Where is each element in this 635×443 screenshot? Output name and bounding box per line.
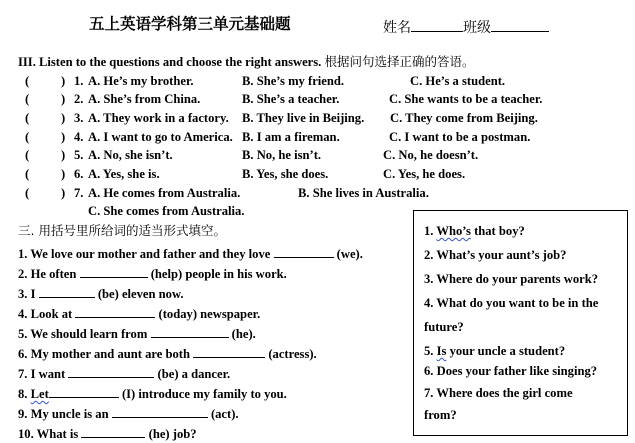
option-c: C. No, he doesn’t. xyxy=(383,148,479,162)
fill-item-text: 5. We should learn from xyxy=(18,327,148,341)
option-a: A. Yes, she is. xyxy=(88,167,160,181)
box-question-text: from? xyxy=(424,408,457,422)
box-question xyxy=(424,387,573,400)
box-question xyxy=(424,273,598,286)
fill-item-hint: (I) introduce my family to you. xyxy=(121,387,287,401)
fill-item xyxy=(18,305,260,321)
option-b: B. She’s a teacher. xyxy=(242,92,340,106)
option-b: B. She lives in Australia. xyxy=(298,186,429,200)
option-b: B. They live in Beijing. xyxy=(242,111,365,125)
fill-item-hint: (act). xyxy=(210,407,239,421)
fill-item-hint: (actress). xyxy=(268,347,317,361)
box-question-text: What do you want to be in the xyxy=(436,296,599,310)
question-number: 4. xyxy=(74,130,84,144)
fill-item xyxy=(18,285,184,301)
section3-heading-cn: 根据问句选择正确的答语。 xyxy=(324,54,475,69)
answer-blank[interactable] xyxy=(34,187,58,200)
fill-blank[interactable] xyxy=(80,265,148,278)
option-b: B. Yes, she does. xyxy=(242,167,329,181)
fill-item-text: 6. My mother and aunt are both xyxy=(18,347,191,361)
fill-blank[interactable] xyxy=(68,365,154,378)
answer-blank[interactable] xyxy=(34,131,58,144)
option-a: A. No, she isn’t. xyxy=(88,148,173,162)
name-class-fields xyxy=(383,19,549,35)
fill-item xyxy=(18,365,230,381)
fill-item-hint: (we). xyxy=(336,247,363,261)
box-question-number: 3. xyxy=(424,272,434,286)
fill-item-hint: (today) newspaper. xyxy=(158,307,261,321)
fill-blank[interactable] xyxy=(39,285,95,298)
box-question-number: 5. xyxy=(424,344,434,358)
box-question xyxy=(424,321,464,334)
box-question-text: Where does the girl come xyxy=(436,386,573,400)
box-question xyxy=(424,249,566,262)
box-question-word: Is xyxy=(436,344,447,358)
fill-item xyxy=(18,385,287,401)
box-question-text: What’s your aunt’s job? xyxy=(436,248,567,262)
box-question-text: your uncle a student? xyxy=(449,344,566,358)
box-question xyxy=(424,409,457,422)
section3-heading xyxy=(18,56,475,69)
answer-paren-open: ( xyxy=(25,92,30,106)
option-c: C. He’s a student. xyxy=(410,74,506,88)
fill-item-text: 8. xyxy=(18,387,28,401)
fill-item-text: 10. What is xyxy=(18,427,79,441)
question-number: 6. xyxy=(74,167,84,181)
option-c: C. They come from Beijing. xyxy=(390,111,538,125)
fill-blank[interactable] xyxy=(49,385,119,398)
page-title: 五上英语学科第三单元基础题 xyxy=(89,15,291,33)
answer-paren-open: ( xyxy=(25,186,30,200)
answer-blank[interactable] xyxy=(34,168,58,181)
name-blank[interactable] xyxy=(411,19,463,32)
box-question-word: Who’s xyxy=(436,224,471,238)
option-b: B. I am a fireman. xyxy=(242,130,340,144)
box-question-number: 4. xyxy=(424,296,434,310)
answer-paren-close: ) xyxy=(61,186,66,200)
fill-item xyxy=(18,265,287,281)
fill-blank[interactable] xyxy=(193,345,265,358)
fill-item-word: Let xyxy=(30,387,49,401)
fill-item xyxy=(18,325,256,341)
fill-item-text: 1. We love our mother and father and they love xyxy=(18,247,271,261)
box-question-text: Where do your parents work? xyxy=(436,272,599,286)
fill-item-hint: (be) eleven now. xyxy=(97,287,184,301)
box-question-number: 1. xyxy=(424,224,434,238)
answer-paren-open: ( xyxy=(25,74,30,88)
box-question-text: Does your father like singing? xyxy=(436,364,598,378)
fill-item-text: 2. He often xyxy=(18,267,77,281)
option-a: A. He’s my brother. xyxy=(88,74,194,88)
option-a: A. He comes from Australia. xyxy=(88,186,241,200)
class-blank[interactable] xyxy=(491,19,549,32)
option-c: C. Yes, he does. xyxy=(383,167,466,181)
answer-paren-open: ( xyxy=(25,111,30,125)
question-number: 3. xyxy=(74,111,84,125)
box-question xyxy=(424,225,525,238)
fill-item-text: 4. Look at xyxy=(18,307,73,321)
answer-paren-close: ) xyxy=(61,111,66,125)
answer-blank[interactable] xyxy=(34,149,58,162)
answer-blank[interactable] xyxy=(34,112,58,125)
answer-paren-open: ( xyxy=(25,167,30,181)
option-c: C. I want to be a postman. xyxy=(389,130,531,144)
fill-item-hint: (be) a dancer. xyxy=(157,367,231,381)
box-question-number: 2. xyxy=(424,248,434,262)
fill-item-text: 7. I want xyxy=(18,367,66,381)
option-a: A. I want to go to America. xyxy=(88,130,233,144)
fill-item-text: 3. I xyxy=(18,287,36,301)
answer-paren-close: ) xyxy=(61,74,66,88)
option-a: A. They work in a factory. xyxy=(88,111,229,125)
name-label: 姓名 xyxy=(383,20,411,36)
option-c: C. She comes from Australia. xyxy=(88,204,245,218)
box-question-text: future? xyxy=(424,320,464,334)
box-question xyxy=(424,345,565,358)
question-number: 5. xyxy=(74,148,84,162)
class-label: 班级 xyxy=(463,20,491,36)
answer-paren-close: ) xyxy=(61,130,66,144)
fill-item-hint: (he) job? xyxy=(148,427,197,441)
answer-paren-close: ) xyxy=(61,92,66,106)
option-b: B. She’s my friend. xyxy=(242,74,345,88)
fill-blank[interactable] xyxy=(274,245,334,258)
fill-blank[interactable] xyxy=(81,425,145,438)
fill-item xyxy=(18,245,363,261)
fill-item xyxy=(18,425,197,441)
box-question xyxy=(424,365,597,378)
answer-paren-close: ) xyxy=(61,148,66,162)
fill-blank[interactable] xyxy=(112,405,208,418)
section-fill-heading: 三. 用括号里所给词的适当形式填空。 xyxy=(18,223,226,238)
fill-item xyxy=(18,405,239,421)
answer-paren-open: ( xyxy=(25,148,30,162)
option-c: C. She wants to be a teacher. xyxy=(389,92,543,106)
fill-item-hint: (help) people in his work. xyxy=(150,267,287,281)
fill-item-hint: (he). xyxy=(231,327,256,341)
answer-blank[interactable] xyxy=(34,93,58,106)
fill-blank[interactable] xyxy=(75,305,155,318)
fill-item-text: 9. My uncle is an xyxy=(18,407,109,421)
answer-blank[interactable] xyxy=(34,75,58,88)
question-number: 7. xyxy=(74,186,84,200)
option-a: A. She’s from China. xyxy=(88,92,201,106)
box-question-text: that boy? xyxy=(474,224,525,238)
fill-item xyxy=(18,345,317,361)
fill-blank[interactable] xyxy=(151,325,229,338)
answer-paren-open: ( xyxy=(25,130,30,144)
option-b: B. No, he isn’t. xyxy=(242,148,322,162)
box-question-number: 7. xyxy=(424,386,434,400)
section3-heading-en: III. Listen to the questions and choose the right answers. xyxy=(18,55,322,69)
question-number: 2. xyxy=(74,92,84,106)
question-number: 1. xyxy=(74,74,84,88)
box-question xyxy=(424,297,598,310)
answer-paren-close: ) xyxy=(61,167,66,181)
box-question-number: 6. xyxy=(424,364,434,378)
